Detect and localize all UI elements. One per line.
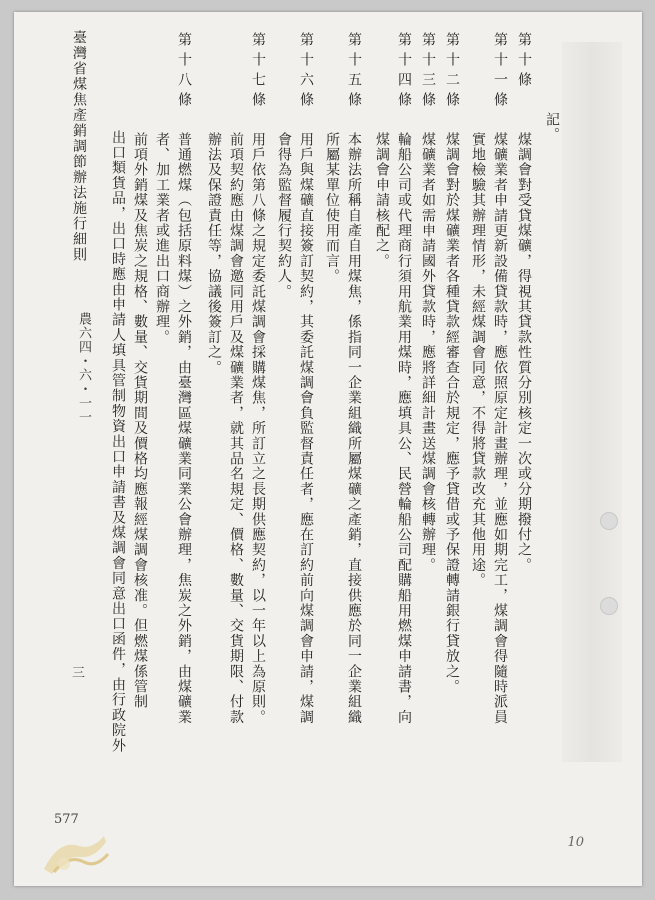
article-heading: 第十三條 [420,32,436,112]
article-heading: 第十四條 [396,32,412,112]
article-text: 者、加工業者或進出口商辦理。 [154,132,170,345]
article-text: 煤礦業者如需申請國外貸款時，應將詳細計畫送煤調會核轉辦理。 [420,132,436,573]
article-heading: 第十五條 [346,32,362,112]
article-text: 用戶與煤礦直接簽訂契約，其委託煤調會負監督責任者，應在訂約前向煤調會申請，煤調 [298,132,314,725]
binder-hole [600,597,618,615]
article-text: 前項契約應由煤調會邀同用戶及煤礦業者，就其品名規定、價格、數量、交貨期限、付款 [228,132,244,725]
article-text: 本辦法所稱自產自用煤焦，係指同一企業組織所屬煤礦之產銷，直接供應於同一企業組織 [346,132,362,725]
article-text: 會得為監督履行契約人。 [276,132,292,300]
handwritten-mark: 10 [567,835,584,850]
section-number: 三 [72,666,86,681]
article-text: 煤調會申請核配之。 [374,132,390,269]
article-heading: 第十六條 [298,32,314,112]
article-heading: 第十一條 [492,32,508,112]
article-heading: 第十八條 [176,32,192,112]
article-text: 前項外銷煤及焦炭之規格、數量、交貨期間及價格均應報經煤調會核准。但燃煤係管制 [132,132,148,710]
archive-logo-icon [34,824,114,884]
continuation-text: 記。 [544,112,560,143]
document-date: 農六四・六・一一 [76,312,91,424]
article-text: 用戶依第八條之規定委託煤調會採購煤焦，所訂立之長期供應契約，以一年以上為原則。 [250,132,266,725]
bleed-through-shadow [562,42,622,762]
article-heading: 第十二條 [444,32,460,112]
article-text: 輪船公司或代理商行須用航業用煤時，應填具公、民營輪船公司配購船用燃煤申請書，向 [396,132,412,725]
article-text: 所屬某單位使用而言。 [324,132,340,284]
article-text: 煤調會對於煤礦業者各種貸款經審查合於規定，應予貸借或予保證轉請銀行貸放之。 [444,132,460,695]
article-text: 煤調會對受貸煤礦，得視其貸款性質分別核定一次或分期撥付之。 [516,132,532,573]
article-text: 煤礦業者申請更新設備貸款時，應依照原定計畫辦理，並應如期完工，煤調會得隨時派員 [492,132,508,725]
article-heading: 第十七條 [250,32,266,112]
binder-hole [600,512,618,530]
article-text: 辦法及保證責任等，協議後簽訂之。 [206,132,222,376]
page-number: 577 [54,812,79,827]
document-title: 臺灣省煤焦產銷調節辦法施行細則 [71,30,87,263]
article-heading: 第十條 [516,32,532,92]
article-text: 出口類貨品，出口時應由申請人填具管制物資出口申請書及煤調會同意出口函件，由行政院外 [110,130,126,754]
article-text: 實地檢驗其辦理情形，未經煤調會同意，不得將貸款改充其他用途。 [470,132,486,588]
document-page [14,12,642,886]
article-text: 普通燃煤（包括原料煤）之外銷，由臺灣區煤礦業同業公會辦理，焦炭之外銷，由煤礦業 [176,132,192,725]
